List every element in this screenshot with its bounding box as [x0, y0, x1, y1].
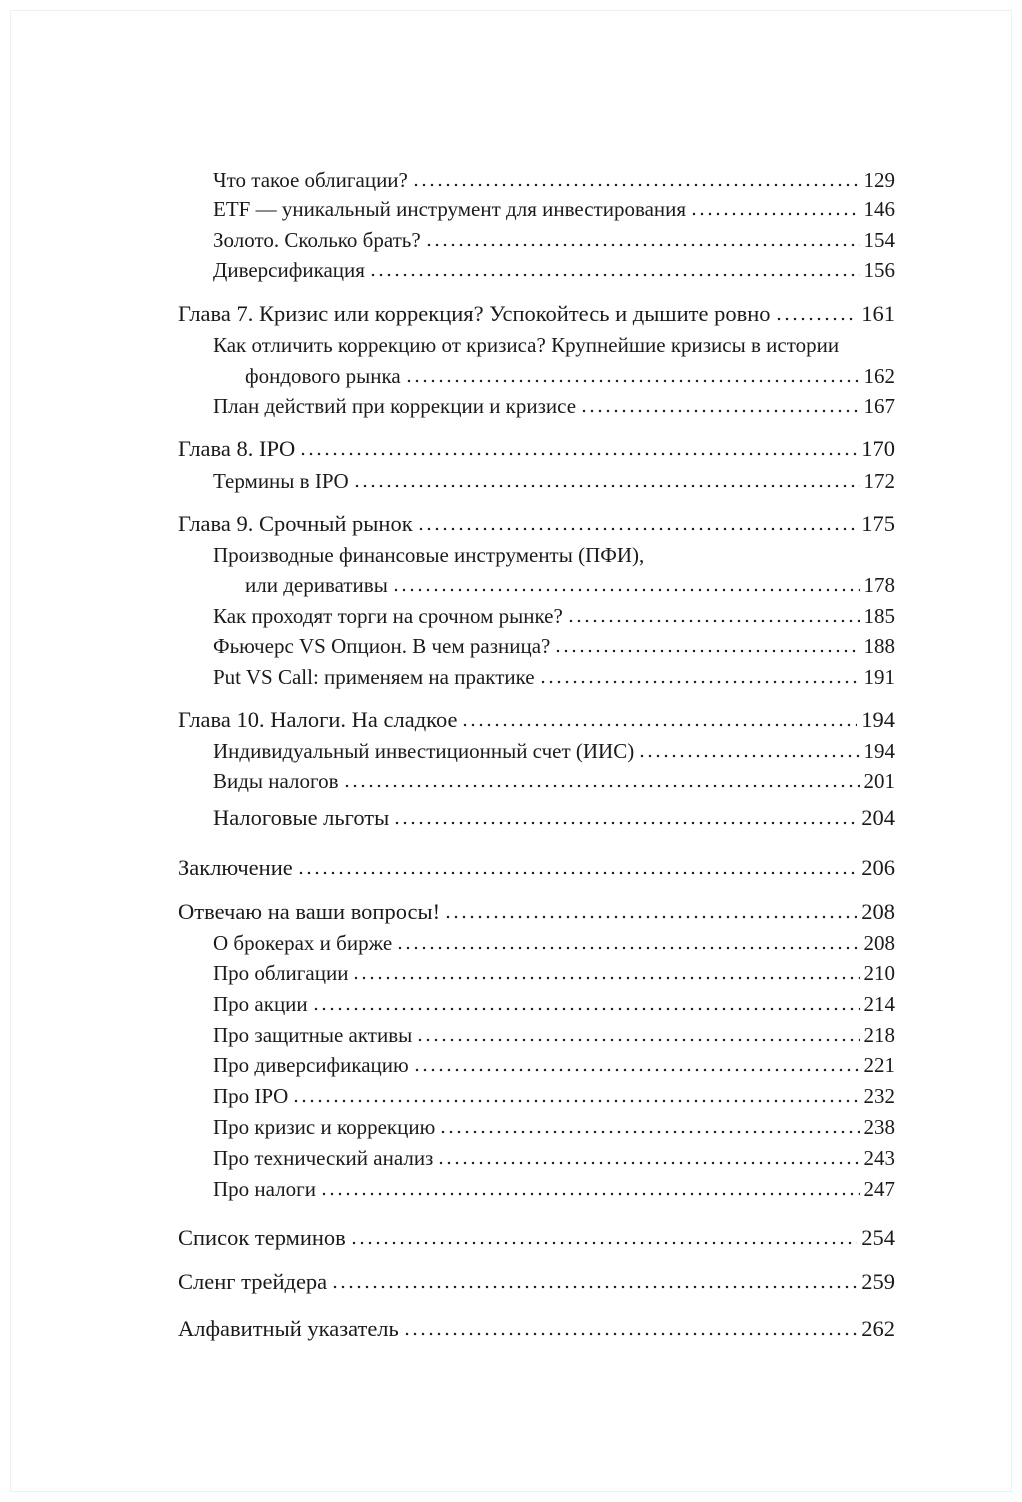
toc-page-number: 208 [863, 931, 895, 955]
toc-page-number: 178 [863, 573, 895, 597]
toc-entry-title: фондового рынка [245, 364, 401, 388]
toc-entry-title: Что такое облигации? [213, 168, 408, 192]
dot-leader [690, 212, 859, 216]
dot-leader [412, 183, 860, 187]
toc-page-number: 175 [861, 511, 895, 536]
toc-section-entry [213, 225, 895, 255]
toc-page-number: 170 [861, 436, 895, 461]
toc-page-number: 161 [861, 301, 895, 326]
dot-leader [352, 976, 859, 980]
dot-leader [416, 1038, 859, 1042]
toc-entry-title: Про IPO [213, 1084, 289, 1108]
toc-section-entry [213, 766, 895, 796]
toc-entry-title: Алфавитный указатель [178, 1316, 399, 1341]
toc-entry-title: Глава 10. Налоги. На сладкое [178, 707, 458, 732]
toc-section-entry [213, 330, 895, 360]
toc-chapter-entry [178, 434, 895, 464]
dot-leader [567, 619, 860, 623]
toc-entry-title: Про технический анализ [213, 1146, 434, 1170]
toc-page-number: 262 [861, 1316, 895, 1341]
dot-leader [297, 871, 858, 875]
toc-section-entry [213, 466, 895, 496]
toc-entry-title: Как проходят торги на срочном рынке? [213, 604, 563, 628]
toc-entry-title: ETF — уникальный инструмент для инвестирования [213, 197, 687, 221]
toc-page-number: 194 [861, 707, 895, 732]
toc-section-entry [213, 1112, 895, 1142]
dot-leader [437, 1161, 859, 1165]
toc-section-entry [213, 989, 895, 1019]
dot-leader [775, 317, 858, 321]
dot-leader [461, 723, 857, 727]
toc-page-number: 172 [863, 469, 895, 493]
dot-leader [350, 1241, 857, 1245]
toc-page-number: 254 [861, 1225, 895, 1250]
dot-leader [343, 784, 860, 788]
dot-leader [353, 484, 860, 488]
toc-chapter-entry [178, 1267, 895, 1297]
toc-section-entry [245, 570, 895, 600]
toc-entry-title: Виды налогов [213, 769, 339, 793]
toc-entry-title: Золото. Сколько брать? [213, 228, 421, 252]
dot-leader [292, 1099, 859, 1103]
toc-page-number: 188 [863, 634, 895, 658]
toc-page-number: 210 [863, 961, 895, 985]
toc-page-number: 156 [863, 258, 895, 282]
toc-section-entry [213, 1050, 895, 1080]
toc-chapter-entry [178, 299, 895, 329]
toc-entry-title: или деривативы [245, 573, 388, 597]
toc-entry-title: Глава 8. IPO [178, 436, 296, 461]
toc-section-entry [213, 1143, 895, 1173]
toc-section-entry [213, 1020, 895, 1050]
toc-chapter-entry [178, 897, 895, 927]
dot-leader [539, 680, 860, 684]
toc-page-number: 185 [863, 604, 895, 628]
toc-section-entry [213, 662, 895, 692]
toc-page-number: 154 [863, 228, 895, 252]
toc-chapter-entry [178, 705, 895, 735]
toc-section-entry [213, 601, 895, 631]
dot-leader [417, 527, 858, 531]
toc-entry-title: О брокерах и бирже [213, 931, 393, 955]
dot-leader [369, 273, 860, 277]
dot-leader [320, 1192, 860, 1196]
toc-entry-title: Глава 7. Кризис или коррекция? Успокойтесь и дышите ровно [178, 301, 771, 326]
dot-leader [393, 821, 857, 825]
toc-page-number: 191 [863, 665, 895, 689]
toc-entry-title: Про налоги [213, 1177, 316, 1201]
toc-page-number: 247 [863, 1177, 895, 1201]
toc-page-number: 221 [863, 1053, 895, 1077]
toc-section-entry [213, 540, 895, 570]
toc-entry-title: Сленг трейдера [178, 1269, 328, 1294]
toc-entry-title: Глава 9. Срочный рынок [178, 511, 413, 536]
toc-entry-title: Про защитные активы [213, 1023, 413, 1047]
toc-page-number: 259 [861, 1269, 895, 1294]
toc-section-entry [213, 255, 895, 285]
toc-entry-title: Заключение [178, 855, 293, 880]
toc-entry-title: Термины в IPO [213, 469, 349, 493]
dot-leader [392, 588, 860, 592]
toc-page-number: 162 [863, 364, 895, 388]
dot-leader [405, 379, 860, 383]
toc-page-number: 167 [863, 394, 895, 418]
toc-page-number: 208 [861, 899, 895, 924]
toc-page-number: 214 [863, 992, 895, 1016]
toc-entry-title: Фьючерс VS Опцион. В чем разница? [213, 634, 551, 658]
dot-leader [439, 1130, 859, 1134]
toc-entry-title: Отвечаю на ваши вопросы! [178, 899, 441, 924]
dot-leader [580, 409, 859, 413]
toc-page-number: 243 [863, 1146, 895, 1170]
toc-section-entry [213, 165, 895, 195]
dot-leader [312, 1007, 860, 1011]
toc-entry-title: Производные финансовые инструменты (ПФИ), [213, 543, 645, 567]
toc-page-number: 238 [863, 1115, 895, 1139]
toc-page-number: 204 [861, 805, 895, 830]
dot-leader [396, 946, 859, 950]
toc-entry-title: Как отличить коррекцию от кризиса? Крупнейшие кризисы в истории [213, 333, 840, 357]
dot-leader [554, 649, 859, 653]
toc-entry-title: Про акции [213, 992, 308, 1016]
toc-section-entry [213, 958, 895, 988]
toc-entry-title: Про облигации [213, 961, 349, 985]
dot-leader [331, 1285, 857, 1289]
toc-chapter-entry [178, 1314, 895, 1344]
toc-page-number: 129 [863, 168, 895, 192]
toc-section-entry [213, 928, 895, 958]
dot-leader [444, 915, 857, 919]
toc-page-number: 194 [863, 739, 895, 763]
dot-leader [413, 1068, 860, 1072]
toc-section-entry [213, 391, 895, 421]
toc-section-entry [213, 1081, 895, 1111]
toc-section-entry [213, 194, 895, 224]
toc-page-number: 232 [863, 1084, 895, 1108]
toc-page-number: 206 [861, 855, 895, 880]
dot-leader [403, 1332, 857, 1336]
toc-page-number: 218 [863, 1023, 895, 1047]
toc-entry-title: Индивидуальный инвестиционный счет (ИИС) [213, 739, 635, 763]
toc-section-entry [213, 803, 895, 833]
toc-chapter-entry [178, 1223, 895, 1253]
dot-leader [299, 452, 857, 456]
toc-section-entry [213, 1174, 895, 1204]
toc-section-entry [213, 736, 895, 766]
toc-section-entry [213, 631, 895, 661]
toc-entry-title: Put VS Call: применяем на практике [213, 665, 535, 689]
toc-entry-title: Список терминов [178, 1225, 346, 1250]
toc-chapter-entry [178, 509, 895, 539]
toc-section-entry [245, 361, 895, 391]
toc-entry-title: План действий при коррекции и кризисе [213, 394, 577, 418]
dot-leader [638, 754, 859, 758]
toc-entry-title: Про диверсификацию [213, 1053, 409, 1077]
toc-page-number: 201 [863, 769, 895, 793]
toc-entry-title: Диверсификация [213, 258, 365, 282]
dot-leader [425, 243, 860, 247]
toc-page-number: 146 [863, 197, 895, 221]
toc-entry-title: Про кризис и коррекцию [213, 1115, 436, 1139]
toc-entry-title: Налоговые льготы [213, 805, 390, 830]
toc-chapter-entry [178, 853, 895, 883]
